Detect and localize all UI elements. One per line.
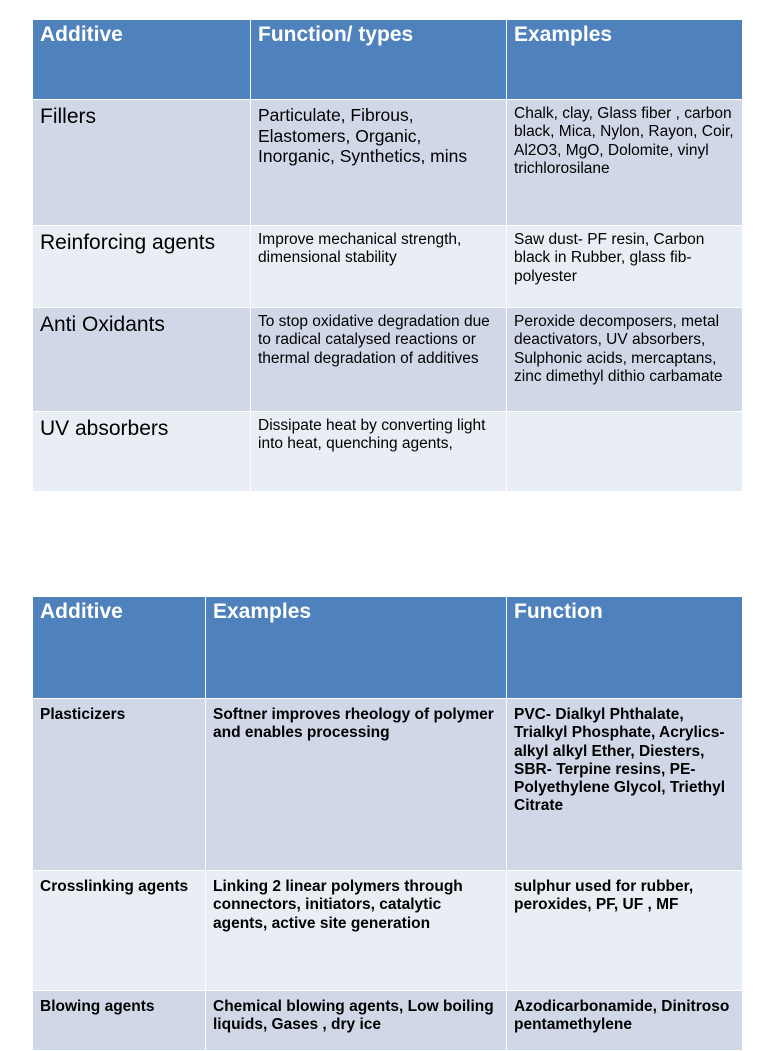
table-header-row xyxy=(33,597,743,699)
column-header-function-types: Function/ types xyxy=(251,20,507,100)
column-header-examples: Examples xyxy=(507,20,743,100)
examples-cell: Saw dust- PF resin, Carbon black in Rubber, glass fib- polyester xyxy=(507,226,743,308)
function-cell: sulphur used for rubber, peroxides, PF, UF , MF xyxy=(507,871,743,991)
examples-cell: Softner improves rheology of polymer and enables processing xyxy=(206,699,507,871)
column-header-additive: Additive xyxy=(33,597,206,699)
additives-function-table xyxy=(32,19,743,492)
function-cell: To stop oxidative degradation due to radical catalysed reactions or thermal degradation of additives xyxy=(251,308,507,412)
examples-cell: Linking 2 linear polymers through connectors, initiators, catalytic agents, active site generation xyxy=(206,871,507,991)
table-row xyxy=(33,226,743,308)
table-row xyxy=(33,412,743,492)
table-header-row xyxy=(33,20,743,100)
additive-cell: Reinforcing agents xyxy=(33,226,251,308)
function-cell: Improve mechanical strength, dimensional stability xyxy=(251,226,507,308)
additive-cell: UV absorbers xyxy=(33,412,251,492)
column-header-examples: Examples xyxy=(206,597,507,699)
table-row xyxy=(33,991,743,1051)
additive-cell: Anti Oxidants xyxy=(33,308,251,412)
table-row xyxy=(33,699,743,871)
function-cell: Dissipate heat by converting light into heat, quenching agents, xyxy=(251,412,507,492)
additive-cell: Crosslinking agents xyxy=(33,871,206,991)
function-cell: PVC- Dialkyl Phthalate, Trialkyl Phosphate, Acrylics- alkyl alkyl Ether, Diesters, SBR- Terpine resins, PE-Polyethylene Glycol, Triethyl Citrate xyxy=(507,699,743,871)
examples-cell: Chalk, clay, Glass fiber , carbon black, Mica, Nylon, Rayon, Coir, Al2O3, MgO, Dolomite, vinyl trichlorosilane xyxy=(507,100,743,226)
table-row xyxy=(33,100,743,226)
table-row xyxy=(33,308,743,412)
additive-cell: Blowing agents xyxy=(33,991,206,1051)
column-header-additive: Additive xyxy=(33,20,251,100)
examples-cell xyxy=(507,412,743,492)
examples-cell: Chemical blowing agents, Low boiling liquids, Gases , dry ice xyxy=(206,991,507,1051)
table-row xyxy=(33,871,743,991)
additive-cell: Fillers xyxy=(33,100,251,226)
examples-cell: Peroxide decomposers, metal deactivators, UV absorbers, Sulphonic acids, mercaptans, zinc dimethyl dithio carbamate xyxy=(507,308,743,412)
function-cell: Azodicarbonamide, Dinitroso pentamethylene xyxy=(507,991,743,1051)
additives-examples-table xyxy=(32,596,743,1051)
function-cell: Particulate, Fibrous, Elastomers, Organic, Inorganic, Synthetics, mins xyxy=(251,100,507,226)
column-header-function: Function xyxy=(507,597,743,699)
additive-cell: Plasticizers xyxy=(33,699,206,871)
